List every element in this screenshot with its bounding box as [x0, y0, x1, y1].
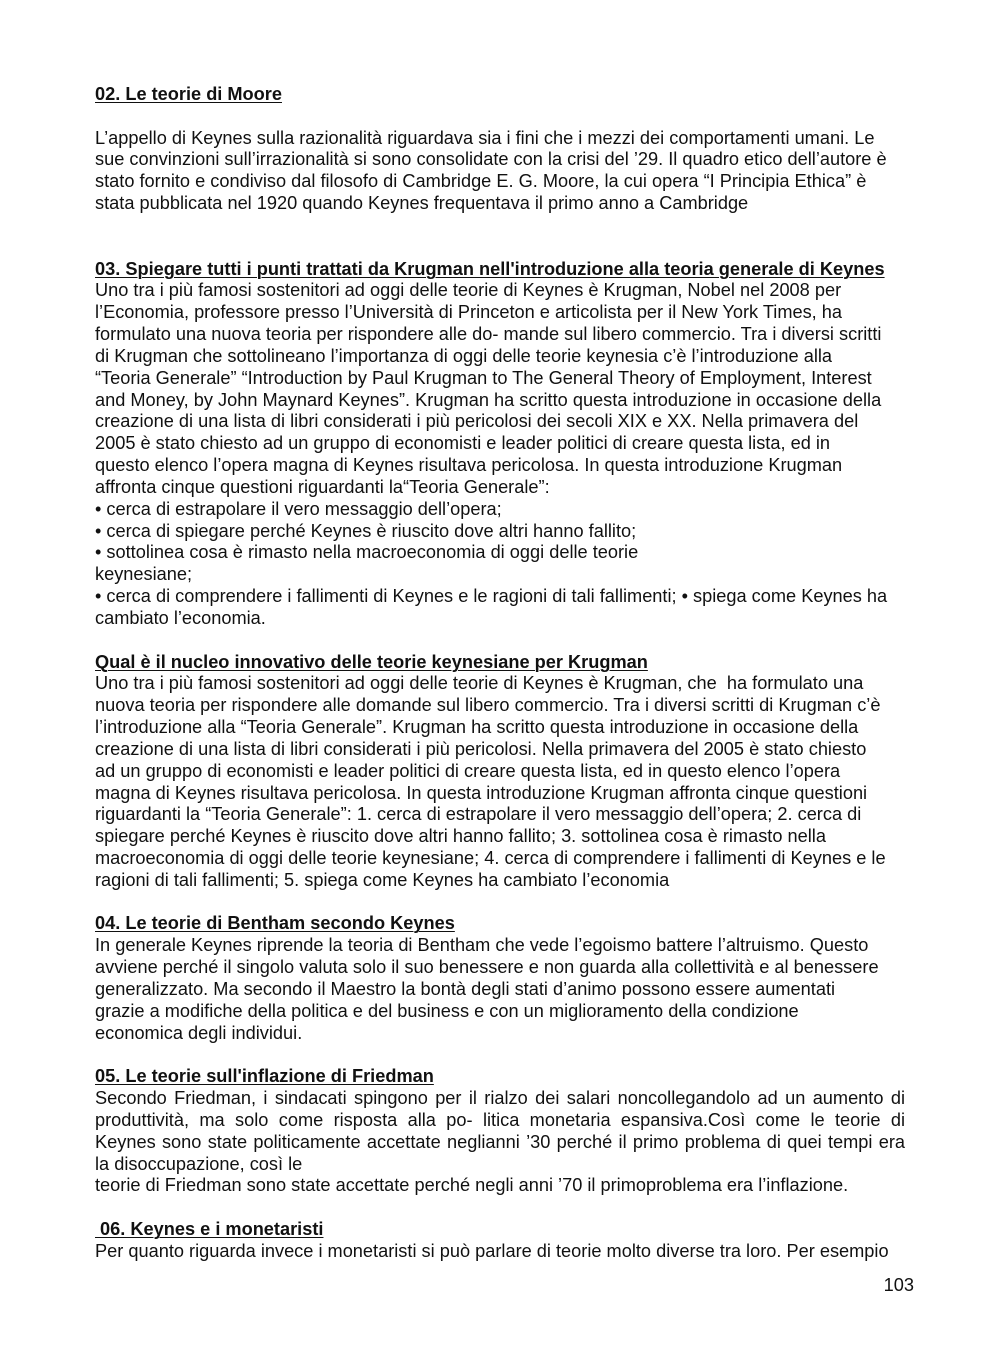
text-line: spiegare perché Keynes è riuscito dove altri hanno fallito; 3. sottolinea cosa è rimasto nella: [95, 826, 826, 847]
text-line: Keynes sono state politicamente accettate neglianni ’30 perché il primo problema di quei tempi era: [95, 1131, 905, 1152]
text-line: cambiato l’economia.: [95, 607, 266, 628]
text-line: Uno tra i più famosi sostenitori ad oggi delle teorie di Keynes è Krugman, Nobel nel 2008 per: [95, 280, 842, 301]
blank-line: [95, 892, 935, 914]
section-heading: 02. Le teorie di Moore: [95, 84, 282, 104]
text-line: nuova teoria per rispondere alle domande sul libero commercio. Tra i diversi scritti di Krugman c’è: [95, 695, 881, 716]
text-line: ad un gruppo di economisti e leader politici di creare questa lista, ed in questo elenco l’opera: [95, 760, 841, 781]
text-line: l’Economia, professore presso l’Università di Princeton e articolista per il New York Times, ha: [95, 302, 843, 323]
text-line: keynesiane;: [95, 564, 193, 585]
section-heading: 06. Keynes e i monetaristi: [95, 1219, 324, 1240]
text-line: questo elenco l’opera magna di Keynes risultava pericolosa. In questa introduzione Krugman: [95, 455, 843, 476]
text-line: sue convinzioni sull’irrazionalità si sono consolidate con la crisi del ’29. Il quadro etico dell’autore è: [95, 149, 887, 170]
blank-line: [95, 215, 935, 237]
text-line: stato fornito e condiviso dal filosofo di Cambridge E. G. Moore, la cui opera “I Principia Ethica” è: [95, 171, 867, 192]
text-line: formulato una nuova teoria per rispondere alle do- mande sul libero commercio. Tra i diversi scritti: [95, 324, 882, 345]
bullet-line: • cerca di estrapolare il vero messaggio dell’opera;: [95, 498, 502, 519]
section-monetarists: [95, 1219, 935, 1263]
section-heading: 05. Le teorie sull'inflazione di Friedman: [95, 1066, 434, 1087]
bullet-line: • cerca di comprendere i fallimenti di Keynes e le ragioni di tali fallimenti; • spiega come Keynes ha: [95, 586, 888, 607]
text-line: Per quanto riguarda invece i monetaristi si può parlare di teorie molto diverse tra loro. Per esempio: [95, 1240, 889, 1261]
text-line: ragioni di tali fallimenti; 5. spiega come Keynes ha cambiato l’economia: [95, 869, 670, 890]
section-innovative-core: [95, 652, 935, 892]
text-line: 2005 è stato chiesto ad un gruppo di economisti e leader politici di creare questa lista, ed in: [95, 433, 831, 454]
text-line: macroeconomia di oggi delle teorie keynesiane; 4. cerca di comprendere i fallimenti di Keynes e le: [95, 847, 886, 868]
text-line: economica degli individui.: [95, 1022, 303, 1043]
text-line: stata pubblicata nel 1920 quando Keynes frequentava il primo anno a Cambridge: [95, 193, 749, 214]
text-line: teorie di Friedman sono state accettate perché negli anni ’70 il primoproblema era l’inflazione.: [95, 1175, 849, 1196]
text-line: di Krugman che sottolineano l’importanza di oggi delle teorie keynesia c’è l’introduzione alla: [95, 345, 833, 366]
section-krugman-introduction: [95, 259, 935, 630]
page-number: 103: [883, 1275, 914, 1295]
bullet-line: • cerca di spiegare perché Keynes è riuscito dove altri hanno fallito;: [95, 520, 637, 541]
blank-line: [95, 1044, 935, 1066]
blank-line: [95, 1197, 935, 1219]
section-heading: 03. Spiegare tutti i punti trattati da Krugman nell'introduzione alla teoria generale di Keynes: [95, 258, 885, 279]
section-heading: Qual è il nucleo innovativo delle teorie keynesiane per Krugman: [95, 651, 648, 672]
text-line: creazione di una lista di libri considerati i più pericolosi. Nella primavera del 2005 è stato chiesto: [95, 738, 867, 759]
text-line: avviene perché il singolo valuta solo il suo benessere e non guarda alla collettività e al benessere: [95, 957, 879, 978]
blank-line: [95, 106, 935, 128]
text-line: generalizzato. Ma secondo il Maestro la bontà degli stati d’animo possono essere aumentati: [95, 978, 836, 999]
text-line: grazie a modifiche della politica e del business e con un miglioramento della condizione: [95, 1000, 799, 1021]
text-line: la disoccupazione, così le: [95, 1153, 303, 1174]
text-line: L’appello di Keynes sulla razionalità riguardava sia i fini che i mezzi dei comportamenti umani. Le: [95, 127, 875, 148]
text-line: affronta cinque questioni riguardanti la“Teoria Generale”:: [95, 476, 550, 497]
text-line: magna di Keynes risultava pericolosa. In questa introduzione Krugman affronta cinque questioni: [95, 782, 868, 803]
text-line: In generale Keynes riprende la teoria di Bentham che vede l’egoismo battere l’altruismo. Questo: [95, 935, 869, 956]
text-line: l’introduzione alla “Teoria Generale”. Krugman ha scritto questa introduzione in occasione della: [95, 717, 859, 738]
text-line: and Money, by John Maynard Keynes”. Krugman ha scritto questa introduzione in occasione della: [95, 389, 882, 410]
section-friedman: [95, 1066, 935, 1197]
blank-line: [95, 630, 935, 652]
section-moore: [95, 84, 935, 215]
text-line: Uno tra i più famosi sostenitori ad oggi delle teorie di Keynes è Krugman, che ha formulato una: [95, 673, 864, 694]
section-heading: 04. Le teorie di Bentham secondo Keynes: [95, 913, 455, 934]
text-line: creazione di una lista di libri considerati i più pericolosi dei secoli XIX e XX. Nella primavera del: [95, 411, 859, 432]
text-line: riguardanti la “Teoria Generale”: 1. cerca di estrapolare il vero messaggio dell’opera; 2. cerca di: [95, 804, 862, 825]
text-line: produttività, ma solo come risposta alla po- litica monetaria espansiva.Così come le teorie di: [95, 1109, 905, 1130]
text-line: “Teoria Generale” “Introduction by Paul Krugman to The General Theory of Employment, Interest: [95, 367, 872, 388]
text-line: Secondo Friedman, i sindacati spingono per il rialzo dei salari noncollegandolo ad un aumento di: [95, 1088, 905, 1109]
section-bentham: [95, 913, 935, 1044]
blank-line: [95, 237, 935, 259]
page-content: [95, 84, 935, 1263]
bullet-line: • sottolinea cosa è rimasto nella macroeconomia di oggi delle teorie: [95, 542, 639, 563]
